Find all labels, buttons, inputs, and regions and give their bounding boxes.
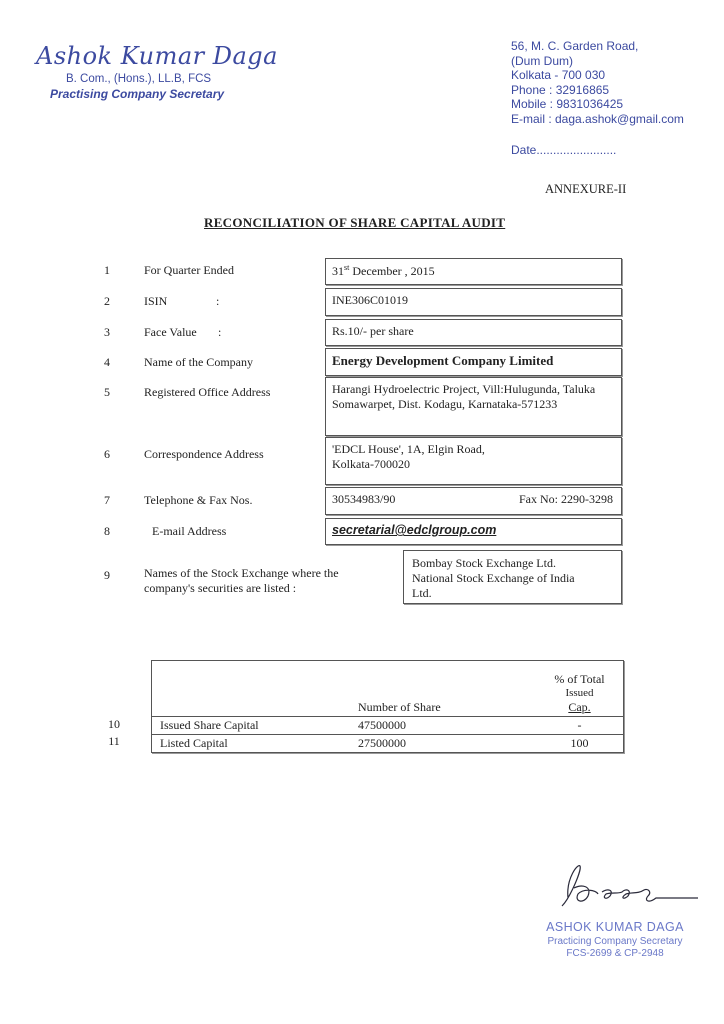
company-name-value: Energy Development Company Limited	[332, 353, 554, 368]
row-label: Registered Office Address	[144, 385, 271, 399]
row-separator: :	[218, 325, 222, 339]
email-line: E-mail : daga.ashok@gmail.com	[511, 111, 684, 126]
quarter-ended-box	[325, 258, 622, 285]
table-row	[152, 717, 624, 735]
isin-value: INE306C01019	[332, 293, 408, 307]
correspondence-address-box	[325, 437, 622, 485]
row-number: 7	[104, 493, 110, 507]
face-value-value: Rs.10/- per share	[332, 324, 414, 338]
telephone-value: 30534983/90	[332, 492, 396, 506]
annexure-label: ANNEXURE-II	[545, 182, 627, 196]
table-cell-label: Listed Capital	[152, 735, 329, 753]
row-label: Name of the Company	[144, 355, 253, 369]
stamp-name: ASHOK KUMAR DAGA	[546, 920, 684, 934]
row-label: ISIN	[144, 294, 168, 308]
table-header-row	[152, 661, 624, 717]
header-pct-line: % of Total	[554, 672, 605, 686]
row-number: 6	[104, 447, 110, 461]
letterhead-role: Practising Company Secretary	[50, 87, 225, 101]
document-title: RECONCILIATION OF SHARE CAPITAL AUDIT	[204, 215, 506, 230]
row-label: Telephone & Fax Nos.	[144, 493, 253, 507]
stamp-role: Practicing Company Secretary	[547, 936, 683, 947]
row-separator: :	[216, 294, 220, 308]
fax-value: Fax No: 2290-3298	[519, 492, 613, 506]
stamp	[540, 920, 690, 959]
address-line: (Dum Dum)	[511, 53, 573, 68]
header-cell	[152, 661, 329, 717]
face-value-box	[325, 319, 622, 346]
row-label-line: Names of the Stock Exchange where the	[144, 566, 339, 580]
row-number: 10	[108, 717, 120, 731]
row-number: 9	[104, 568, 110, 582]
signature-image	[548, 858, 708, 918]
exchange-line: Bombay Stock Exchange Ltd.	[412, 556, 556, 570]
header-number-of-share: Number of Share	[328, 661, 536, 717]
stock-exchange-box	[403, 550, 622, 604]
phone-line: Phone : 32916865	[511, 82, 610, 97]
exchange-line: National Stock Exchange of India	[412, 571, 575, 585]
address-line: Kolkata - 700 030	[511, 68, 606, 83]
row-number: 8	[104, 524, 110, 538]
table-cell-pct: -	[536, 717, 624, 735]
row-number: 5	[104, 385, 110, 399]
mobile-line: Mobile : 9831036425	[511, 97, 624, 112]
stock-exchange-label	[144, 566, 339, 596]
table-row	[152, 735, 624, 753]
quarter-ended-value: 31st December , 2015	[332, 263, 435, 278]
company-name-box	[325, 348, 622, 376]
row-number: 3	[104, 325, 110, 339]
exchange-line: Ltd.	[412, 586, 432, 600]
table-cell-shares: 47500000	[328, 717, 536, 735]
correspondence-address-value: 'EDCL House', 1A, Elgin Road, Kolkata-700020	[332, 442, 485, 471]
letterhead-address	[511, 39, 684, 127]
table-cell-pct: 100	[536, 735, 624, 753]
row-label: For Quarter Ended	[144, 263, 234, 277]
row-number: 11	[108, 734, 120, 748]
stamp-reg: FCS-2699 & CP-2948	[566, 948, 664, 959]
address-line: 56, M. C. Garden Road,	[511, 39, 639, 53]
table-cell-shares: 27500000	[328, 735, 536, 753]
row-number: 1	[104, 263, 110, 277]
row-number: 4	[104, 355, 110, 369]
share-capital-table	[151, 660, 624, 753]
letterhead-qualifications: B. Com., (Hons.), LL.B, FCS	[66, 73, 212, 85]
row-label: Face Value	[144, 325, 197, 339]
header-pct-total	[536, 661, 624, 717]
header-pct-line: Cap.	[568, 700, 591, 714]
email-box	[325, 518, 622, 545]
table-cell-label: Issued Share Capital	[152, 717, 329, 735]
isin-box	[325, 288, 622, 316]
row-number: 2	[104, 294, 110, 308]
registered-office-value: Harangi Hydroelectric Project, Vill:Hulugunda, Taluka Somawarpet, Dist. Kodagu, Karnataka-571233	[332, 382, 596, 411]
header-pct-line: Issued	[565, 687, 594, 699]
row-label-line: company's securities are listed :	[144, 581, 297, 595]
row-label: E-mail Address	[152, 524, 227, 538]
row-label: Correspondence Address	[144, 447, 264, 461]
telephone-fax-box	[325, 487, 622, 515]
company-email-link[interactable]: secretarial@edclgroup.com	[332, 523, 497, 537]
registered-office-box	[325, 377, 622, 436]
letterhead-name: Ashok Kumar Daga	[36, 42, 278, 70]
date-field: Date........................	[511, 143, 617, 157]
